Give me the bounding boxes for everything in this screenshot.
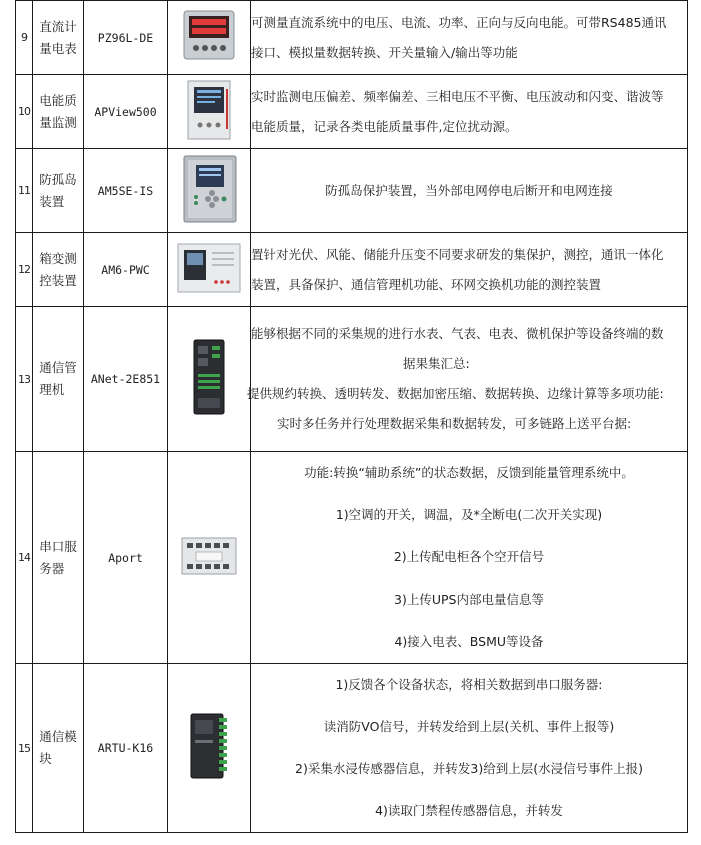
row-number: 9 <box>16 1 33 75</box>
device-description: 功能:转换“辅助系统”的状态数据，反馈到能量管理系统中。 1)空调的开关，调温，及*全断电(二次开关实现) 2)上传配电柜各个空开信号 3)上传UPS内部电量信息等 4)接入电表、BSMU等设备 <box>251 452 688 664</box>
table-row <box>16 233 688 307</box>
device-description: 能够根据不同的采集规的进行水表、气表、电表、微机保护等设备终端的数 据果集汇总: 提供规约转换、透明转发、数据加密压缩、数据转换、边缘计算等多项功能: 实时多任务并行处理数据采集和数据转发，可多链路上送平台据: <box>251 307 688 452</box>
device-name: 防孤岛 装置 <box>33 149 84 233</box>
device-name: 直流计 量电表 <box>33 1 84 75</box>
device-model: AM6-PWC <box>84 233 168 307</box>
device-description: 可测量直流系统中的电压、电流、功率、正向与反向电能。可带RS485通讯 接口、模拟量数据转换、开关量输入/输出等功能 <box>251 1 688 75</box>
device-model: APView500 <box>84 75 168 149</box>
box-transformer-controller-device-image <box>172 238 246 298</box>
power-quality-monitor-device-image <box>174 79 244 141</box>
device-model: ARTU-K16 <box>84 664 168 833</box>
row-number: 14 <box>16 452 33 664</box>
row-number: 10 <box>16 75 33 149</box>
device-model: Aport <box>84 452 168 664</box>
communication-manager-device-image <box>184 338 234 416</box>
communication-module-device-image <box>179 710 239 782</box>
serial-server-device-image <box>174 534 244 578</box>
device-description: 置针对光伏、风能、储能升压变不同要求研发的集保护，测控，通讯一体化 装置，具备保护、通信管理机功能、环网交换机功能的测控装置 <box>251 233 688 307</box>
device-image-cell <box>168 149 251 233</box>
device-image-cell <box>168 1 251 75</box>
dc-meter-device-image <box>174 8 244 64</box>
device-model: PZ96L-DE <box>84 1 168 75</box>
device-image-cell <box>168 664 251 833</box>
row-number: 13 <box>16 307 33 452</box>
device-model: ANet-2E851 <box>84 307 168 452</box>
device-image-cell <box>168 452 251 664</box>
anti-islanding-device-image <box>174 153 244 225</box>
device-name: 通信模 块 <box>33 664 84 833</box>
device-description: 实时监测电压偏差、频率偏差、三相电压不平衡、电压波动和闪变、谐波等 电能质量，记录各类电能质量事件,定位扰动源。 <box>251 75 688 149</box>
device-name: 电能质 量监测 <box>33 75 84 149</box>
table-row <box>16 1 688 75</box>
table-row <box>16 452 688 664</box>
row-number: 15 <box>16 664 33 833</box>
device-spec-table <box>15 0 688 833</box>
device-name: 通信管 理机 <box>33 307 84 452</box>
device-name: 串口服 务器 <box>33 452 84 664</box>
device-name: 箱变测 控装置 <box>33 233 84 307</box>
device-model: AM5SE-IS <box>84 149 168 233</box>
device-description: 防孤岛保护装置，当外部电网停电后断开和电网连接 <box>251 149 688 233</box>
device-description: 1)反馈各个设备状态，将相关数据到串口服务器: 读消防VO信号，并转发给到上层(关机、事件上报等) 2)采集水浸传感器信息，并转发3)给到上层(水浸信号事件上报) 4)读取门禁程传感器信息，并转发 <box>251 664 688 833</box>
row-number: 11 <box>16 149 33 233</box>
table-row <box>16 664 688 833</box>
table-row <box>16 149 688 233</box>
device-image-cell <box>168 233 251 307</box>
row-number: 12 <box>16 233 33 307</box>
table-row <box>16 307 688 452</box>
device-image-cell <box>168 75 251 149</box>
device-image-cell <box>168 307 251 452</box>
table-row <box>16 75 688 149</box>
